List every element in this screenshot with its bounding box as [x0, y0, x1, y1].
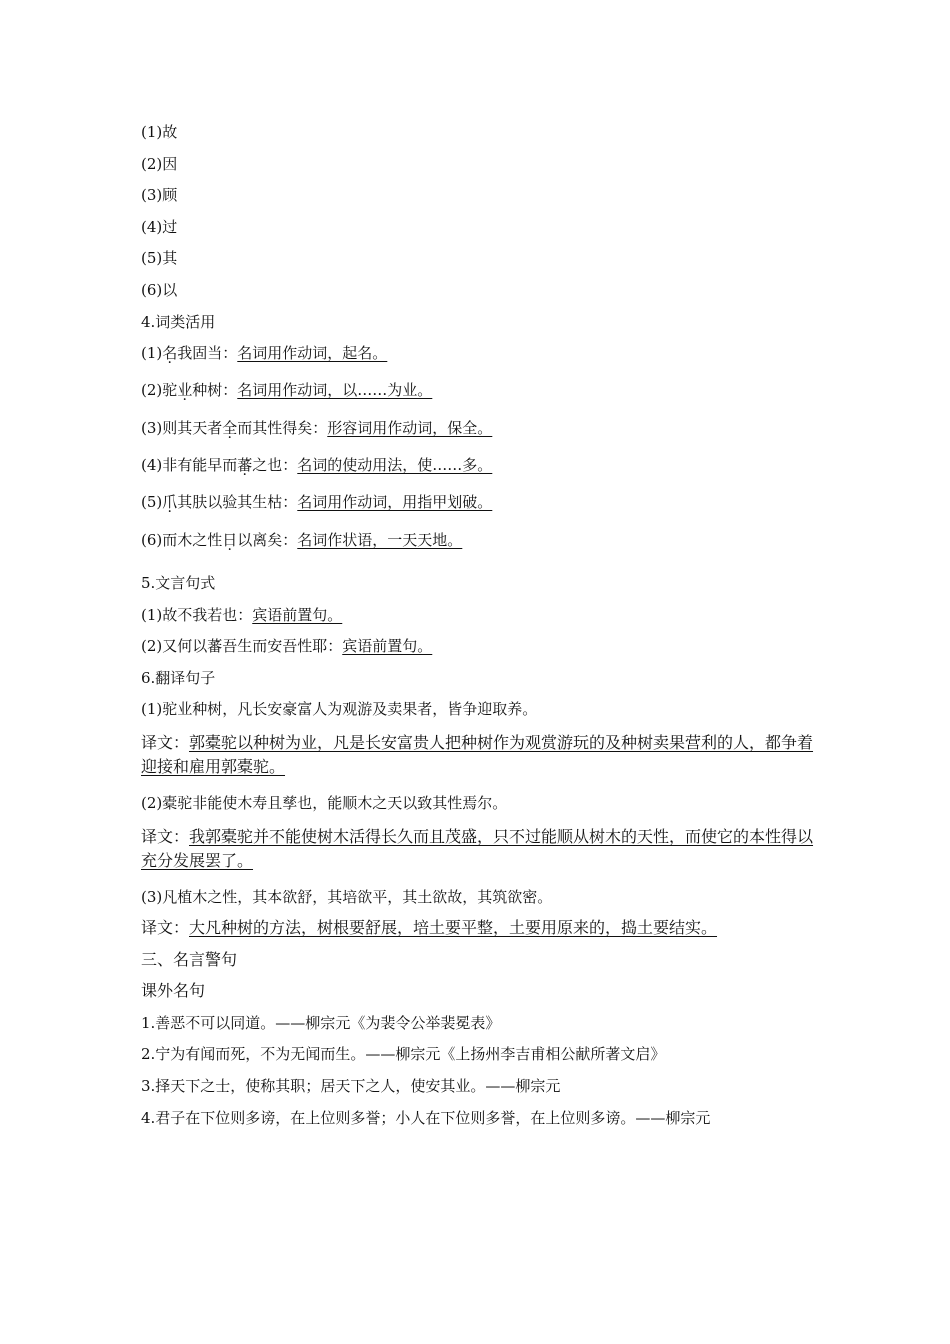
question-text: (3)凡植木之性，其本欲舒，其培欲平，其土欲故，其筑欲密。: [141, 887, 553, 906]
question-text: (1)驼业种树，凡长安豪富人为观游及卖果者，皆争迎取养。: [141, 700, 538, 719]
answer-text: 名词用作动词，以……为业。: [237, 381, 433, 400]
part-of-speech-item: [141, 418, 821, 455]
item-prefix: (1): [141, 344, 163, 363]
part-of-speech-item: [141, 380, 821, 417]
section-heading: 6.翻译句子: [141, 668, 216, 687]
sentence-pattern-item: [141, 605, 821, 637]
item-prefix: (5): [141, 493, 163, 512]
list-item: (2)因: [141, 154, 178, 173]
translation-block: [141, 918, 821, 950]
item-text: 而其性得矣：: [237, 418, 328, 437]
quote-item: 4.君子在下位则多谤，在上位则多誉；小人在下位则多誉，在上位则多谤。——柳宗元: [141, 1108, 711, 1127]
sentence-pattern-item: [141, 636, 821, 668]
emphasized-char: 蕃: [237, 456, 253, 475]
answer-text: 形容词用作动词，保全。: [327, 418, 493, 437]
part-of-speech-item: [141, 343, 821, 380]
item-text: 之也：: [252, 456, 298, 475]
document-page: [141, 122, 821, 1139]
part-heading: 三、名言警句: [141, 949, 238, 969]
emphasized-char: 日: [222, 530, 238, 549]
quote-item: 2.宁为有闻而死，不为无闻而生。——柳宗元《上扬州李吉甫相公献所著文启》: [141, 1045, 666, 1064]
answer-text: 名词作状语，一天天地。: [297, 530, 463, 549]
subheading: 课外名句: [141, 981, 206, 1001]
answer-text: 名词用作动词，用指甲划破。: [297, 493, 493, 512]
list-item: (3)顾: [141, 186, 178, 205]
answer-text: 宾语前置句。: [252, 605, 343, 624]
emphasized-char: 全: [222, 418, 238, 437]
item-prefix: (4)非有能早而: [141, 456, 238, 475]
answer-text: 宾语前置句。: [342, 637, 433, 656]
item-prefix: (3)则其天者: [141, 418, 223, 437]
translation-label: 译文：: [141, 826, 190, 846]
item-text: 其肤以验其生枯：: [177, 493, 298, 512]
question-text: (2)又何以蕃吾生而安吾性耶：: [141, 637, 343, 656]
answer-text: 名词的使动用法，使……多。: [297, 456, 493, 475]
item-text: 种树：: [192, 381, 238, 400]
item-text: 以离矣：: [237, 530, 298, 549]
quote-item: 1.善恶不可以同道。——柳宗元《为裴令公举裴冕表》: [141, 1013, 501, 1032]
part-of-speech-item: [141, 492, 821, 529]
list-item: (4)过: [141, 217, 178, 236]
list-item: (1)故: [141, 123, 178, 141]
emphasized-char: 爪: [162, 493, 178, 512]
item-prefix: (6)而木之性: [141, 530, 223, 549]
translation-block: [141, 825, 821, 887]
list-item: (6)以: [141, 280, 178, 299]
section-heading: 4.词类活用: [141, 312, 216, 331]
list-item: (5)其: [141, 249, 178, 268]
section-heading: 5.文言句式: [141, 573, 216, 592]
item-prefix: (2)驼: [141, 381, 178, 400]
item-text: 我固当：: [177, 344, 238, 363]
emphasized-char: 名: [162, 344, 178, 363]
answer-text: 名词用作动词，起名。: [237, 344, 388, 363]
question-text: (2)橐驼非能使木寿且孳也，能顺木之天以致其性焉尔。: [141, 793, 508, 812]
answer-text: 我郭橐驼并不能使树木活得长久而且茂盛，只不过能顺从树木的天性，而使它的本性得以充分发展罢了。: [141, 826, 814, 870]
part-of-speech-item: [141, 530, 821, 567]
translation-label: 译文：: [141, 918, 190, 938]
translation-label: 译文：: [141, 732, 190, 752]
answer-text: 大凡种树的方法，树根要舒展，培土要平整，土要用原来的，捣土要结实。: [189, 918, 718, 938]
answer-text: 郭橐驼以种树为业，凡是长安富贵人把种树作为观赏游玩的及种树卖果营利的人，都争着迎接和雇用郭橐驼。: [141, 732, 814, 776]
part-of-speech-item: [141, 455, 821, 492]
translation-block: [141, 731, 821, 793]
question-text: (1)故不我若也：: [141, 605, 253, 624]
quote-item: 3.择天下之士，使称其职；居天下之人，使安其业。——柳宗元: [141, 1077, 561, 1096]
emphasized-char: 业: [177, 381, 193, 400]
